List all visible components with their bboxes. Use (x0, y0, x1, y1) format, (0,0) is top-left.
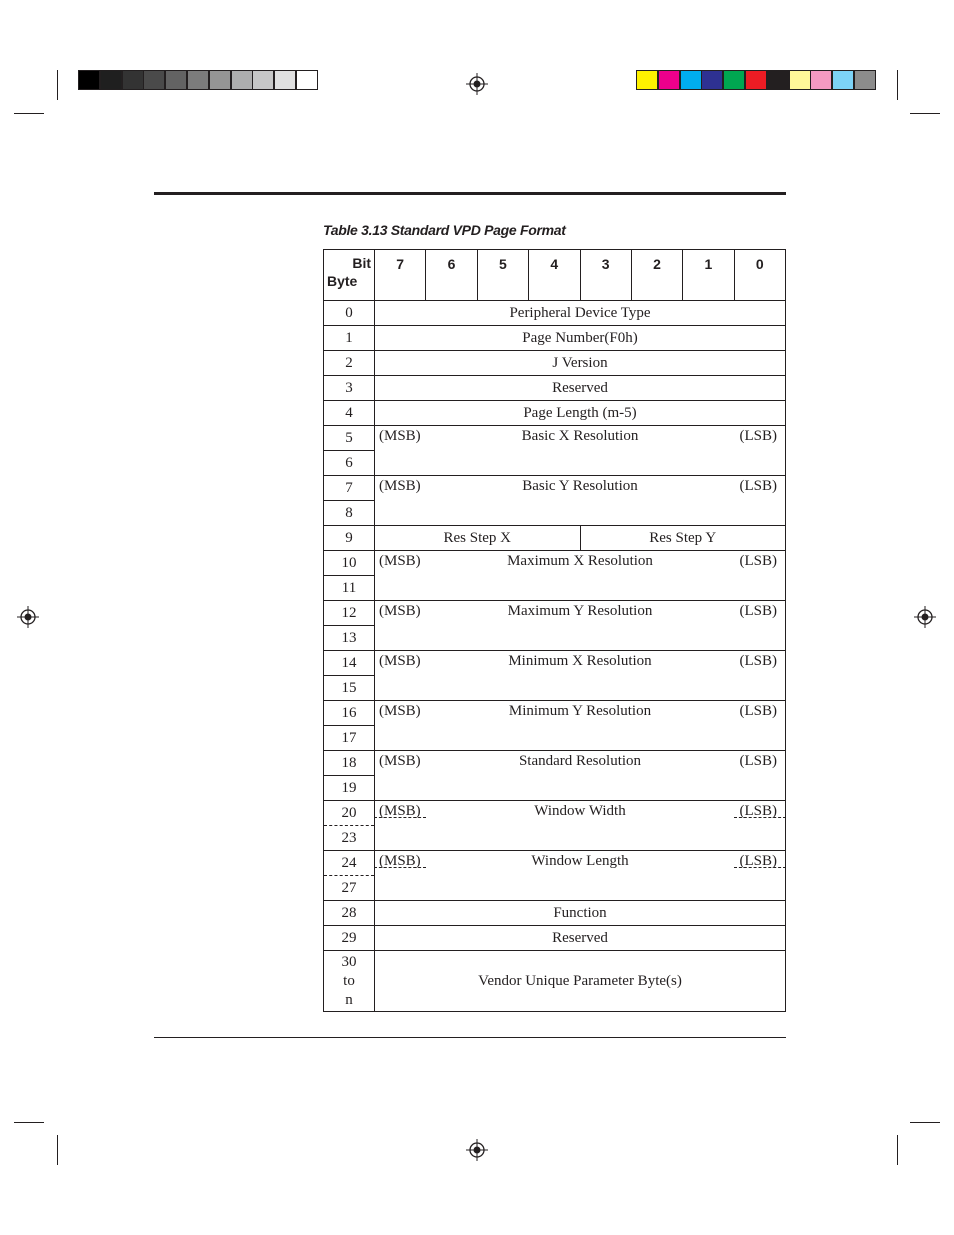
byte-number: 20 (324, 801, 375, 826)
byte-number: 1 (324, 326, 375, 351)
byte-number: 3 (324, 376, 375, 401)
byte-range-start: 30 (341, 953, 357, 970)
color-swatch (810, 70, 832, 90)
lsb-label: (LSB) (739, 703, 777, 719)
byte-number: 27 (324, 876, 375, 901)
lsb-label: (LSB) (739, 478, 777, 494)
byte-number-range (324, 951, 375, 1012)
table-row (324, 751, 786, 776)
color-swatch (143, 70, 165, 90)
field-cell: Vendor Unique Parameter Byte(s) (375, 951, 786, 1012)
lsb-label: (LSB) (739, 553, 777, 569)
multi-byte-field (375, 551, 786, 601)
crop-mark (14, 1122, 44, 1123)
color-swatch (100, 70, 122, 90)
byte-number: 19 (324, 776, 375, 801)
multi-byte-field (375, 801, 786, 851)
bit-header-3: 3 (580, 250, 631, 301)
registration-mark-icon (466, 1139, 488, 1161)
msb-label: (MSB) (379, 853, 421, 869)
msb-label: (MSB) (379, 653, 421, 669)
field-cell: Reserved (375, 926, 786, 951)
field-name: Maximum Y Resolution (507, 603, 653, 619)
field-cell: Peripheral Device Type (375, 301, 786, 326)
msb-label: (MSB) (379, 603, 421, 619)
field-cell-res-step-y: Res Step Y (580, 526, 786, 551)
table-row (324, 301, 786, 326)
field-name: Minimum Y Resolution (508, 703, 652, 719)
field-name: Minimum X Resolution (508, 653, 652, 669)
table-row (324, 801, 786, 826)
byte-number: 14 (324, 651, 375, 676)
bit-header-7: 7 (375, 250, 426, 301)
crop-mark (14, 113, 44, 114)
multi-byte-field (375, 426, 786, 476)
table-row (324, 401, 786, 426)
color-swatch (723, 70, 745, 90)
registration-mark-icon (17, 606, 39, 628)
color-swatch (209, 70, 231, 90)
color-swatch (854, 70, 876, 90)
table-row (324, 426, 786, 451)
table-row (324, 476, 786, 501)
msb-dash-indicator (374, 867, 426, 868)
bit-header-1: 1 (683, 250, 734, 301)
byte-number: 13 (324, 626, 375, 651)
crop-mark (57, 70, 58, 100)
header-rule (154, 192, 786, 195)
lsb-label: (LSB) (739, 753, 777, 769)
byte-number: 11 (324, 576, 375, 601)
lsb-label: (LSB) (739, 603, 777, 619)
bit-header-0: 0 (734, 250, 785, 301)
bit-byte-header (324, 250, 375, 301)
bit-header-5: 5 (477, 250, 528, 301)
byte-number: 28 (324, 901, 375, 926)
bit-label: Bit (352, 255, 371, 271)
color-swatch (680, 70, 702, 90)
byte-number: 17 (324, 726, 375, 751)
lsb-dash-indicator (734, 867, 786, 868)
bit-header-6: 6 (426, 250, 477, 301)
multi-byte-field (375, 851, 786, 901)
color-swatch (122, 70, 144, 90)
byte-number: 2 (324, 351, 375, 376)
color-swatch (789, 70, 811, 90)
color-swatch (252, 70, 274, 90)
field-cell: Page Length (m-5) (375, 401, 786, 426)
table-row (324, 351, 786, 376)
table-row (324, 601, 786, 626)
color-swatch (832, 70, 854, 90)
table-caption: Table 3.13 Standard VPD Page Format (323, 222, 566, 238)
color-swatch (165, 70, 187, 90)
msb-dash-indicator (374, 817, 426, 818)
footer-rule (154, 1037, 786, 1038)
multi-byte-field (375, 651, 786, 701)
crop-mark (57, 1135, 58, 1165)
field-cell: Reserved (375, 376, 786, 401)
field-name: Maximum X Resolution (507, 553, 653, 569)
byte-number: 7 (324, 476, 375, 501)
lsb-dash-indicator (734, 817, 786, 818)
msb-label: (MSB) (379, 703, 421, 719)
crop-mark (910, 1122, 940, 1123)
byte-number: 8 (324, 501, 375, 526)
msb-label: (MSB) (379, 428, 421, 444)
byte-label: Byte (327, 273, 358, 289)
table-row (324, 326, 786, 351)
multi-byte-field (375, 751, 786, 801)
table-header-row (324, 250, 786, 301)
msb-label: (MSB) (379, 803, 421, 819)
byte-number: 5 (324, 426, 375, 451)
field-name: Basic X Resolution (521, 428, 639, 444)
color-swatch (78, 70, 100, 90)
table-row (324, 701, 786, 726)
table-row (324, 951, 786, 1012)
byte-number: 15 (324, 676, 375, 701)
byte-number: 12 (324, 601, 375, 626)
color-swatch (296, 70, 318, 90)
color-swatch (701, 70, 723, 90)
registration-mark-icon (914, 606, 936, 628)
byte-number: 23 (324, 826, 375, 851)
crop-mark (897, 1135, 898, 1165)
crop-mark (910, 113, 940, 114)
color-swatch (658, 70, 680, 90)
byte-number: 16 (324, 701, 375, 726)
color-swatch (745, 70, 767, 90)
table-row (324, 651, 786, 676)
byte-number: 4 (324, 401, 375, 426)
msb-label: (MSB) (379, 553, 421, 569)
byte-number: 6 (324, 451, 375, 476)
byte-number: 18 (324, 751, 375, 776)
color-swatch (274, 70, 296, 90)
lsb-label: (LSB) (739, 653, 777, 669)
byte-number: 24 (324, 851, 375, 876)
field-cell-res-step-x: Res Step X (375, 526, 581, 551)
multi-byte-field (375, 476, 786, 526)
field-name: Standard Resolution (518, 753, 642, 769)
table-row (324, 901, 786, 926)
byte-number: 0 (324, 301, 375, 326)
table-row (324, 851, 786, 876)
field-name: Basic Y Resolution (522, 478, 638, 494)
vpd-page-format-table (323, 249, 786, 1012)
crop-mark (897, 70, 898, 100)
msb-label: (MSB) (379, 753, 421, 769)
multi-byte-field (375, 701, 786, 751)
byte-number: 29 (324, 926, 375, 951)
field-cell: J Version (375, 351, 786, 376)
registration-mark-icon (466, 73, 488, 95)
field-cell: Page Number(F0h) (375, 326, 786, 351)
table-row (324, 376, 786, 401)
lsb-label: (LSB) (739, 853, 777, 869)
table-row (324, 526, 786, 551)
bit-header-4: 4 (529, 250, 580, 301)
field-name: Window Length (531, 853, 629, 869)
multi-byte-field (375, 601, 786, 651)
color-swatch (636, 70, 658, 90)
byte-range-to: to (343, 972, 355, 989)
byte-number: 10 (324, 551, 375, 576)
field-cell: Function (375, 901, 786, 926)
lsb-label: (LSB) (739, 803, 777, 819)
msb-label: (MSB) (379, 478, 421, 494)
color-swatch (231, 70, 253, 90)
field-name: Window Width (534, 803, 626, 819)
byte-number: 9 (324, 526, 375, 551)
byte-range-end: n (345, 991, 353, 1008)
lsb-label: (LSB) (739, 428, 777, 444)
table-row (324, 926, 786, 951)
bit-header-2: 2 (631, 250, 682, 301)
table-row (324, 551, 786, 576)
color-swatch (187, 70, 209, 90)
color-swatch (767, 70, 789, 90)
